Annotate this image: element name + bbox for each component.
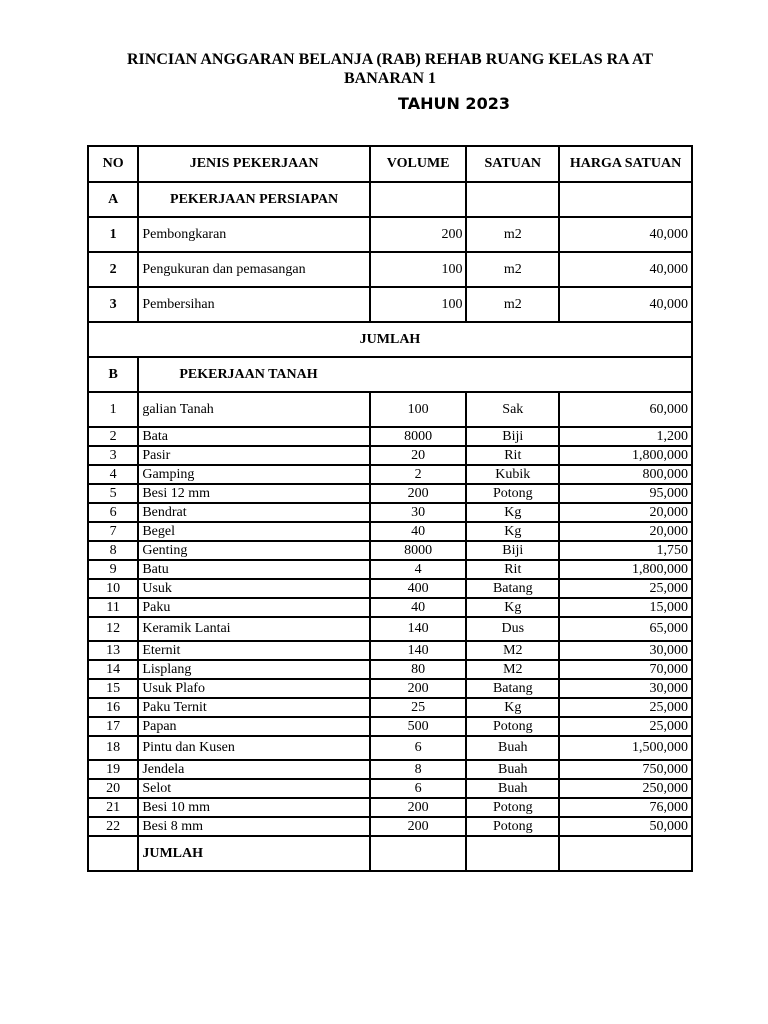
item-unit: Potong [466, 717, 559, 736]
table-row [88, 617, 692, 641]
item-name: Jendela [138, 760, 370, 779]
item-price: 40,000 [559, 217, 692, 252]
title-line-2: BANARAN 1 [344, 70, 436, 87]
item-no: 22 [88, 817, 138, 836]
item-name: Batu [138, 560, 370, 579]
table-row [88, 579, 692, 598]
header-jenis-pekerjaan: JENIS PEKERJAAN [138, 146, 370, 182]
item-unit: Buah [466, 779, 559, 798]
item-unit: Biji [466, 541, 559, 560]
section-a-code: A [88, 182, 138, 217]
item-name: Begel [138, 522, 370, 541]
table-row [88, 779, 692, 798]
section-b-row [88, 357, 692, 392]
rab-table [87, 145, 693, 872]
item-price: 30,000 [559, 641, 692, 660]
item-name: Pembersihan [138, 287, 370, 322]
item-volume: 200 [370, 798, 467, 817]
table-row [88, 817, 692, 836]
item-price: 70,000 [559, 660, 692, 679]
item-price: 65,000 [559, 617, 692, 641]
item-unit: Kg [466, 522, 559, 541]
item-price: 30,000 [559, 679, 692, 698]
item-price: 800,000 [559, 465, 692, 484]
section-a-empty-price [559, 182, 692, 217]
item-unit: m2 [466, 252, 559, 287]
item-volume: 200 [370, 484, 467, 503]
item-name: Papan [138, 717, 370, 736]
section-b-total-empty-no [88, 836, 138, 871]
item-no: 16 [88, 698, 138, 717]
item-price: 20,000 [559, 522, 692, 541]
item-price: 750,000 [559, 760, 692, 779]
item-volume: 40 [370, 598, 467, 617]
item-unit: M2 [466, 660, 559, 679]
item-price: 20,000 [559, 503, 692, 522]
item-unit: Rit [466, 560, 559, 579]
item-no: 10 [88, 579, 138, 598]
item-unit: Kubik [466, 465, 559, 484]
item-no: 13 [88, 641, 138, 660]
item-volume: 140 [370, 641, 467, 660]
table-row [88, 660, 692, 679]
item-price: 1,750 [559, 541, 692, 560]
section-b-total-empty-unit [466, 836, 559, 871]
item-unit: Rit [466, 446, 559, 465]
item-no: 6 [88, 503, 138, 522]
header-row [88, 146, 692, 182]
item-no: 18 [88, 736, 138, 760]
table-row [88, 465, 692, 484]
item-price: 40,000 [559, 252, 692, 287]
item-name: Pintu dan Kusen [138, 736, 370, 760]
item-name: Pengukuran dan pemasangan [138, 252, 370, 287]
item-no: 2 [88, 427, 138, 446]
item-price: 1,500,000 [559, 736, 692, 760]
item-unit: Batang [466, 579, 559, 598]
section-a-total-row [88, 322, 692, 357]
item-price: 76,000 [559, 798, 692, 817]
item-no: 3 [88, 446, 138, 465]
section-b-total-empty-price [559, 836, 692, 871]
item-price: 1,200 [559, 427, 692, 446]
section-a-total-label: JUMLAH [88, 322, 692, 357]
item-volume: 25 [370, 698, 467, 717]
item-price: 25,000 [559, 717, 692, 736]
item-name: Eternit [138, 641, 370, 660]
item-price: 60,000 [559, 392, 692, 427]
item-volume: 40 [370, 522, 467, 541]
title-line-1: RINCIAN ANGGARAN BELANJA (RAB) REHAB RUANG KELAS RA AT [127, 51, 653, 68]
item-unit: Biji [466, 427, 559, 446]
item-volume: 500 [370, 717, 467, 736]
header-no: NO [88, 146, 138, 182]
item-unit: Dus [466, 617, 559, 641]
item-volume: 20 [370, 446, 467, 465]
item-volume: 100 [370, 392, 467, 427]
item-volume: 200 [370, 817, 467, 836]
item-volume: 100 [370, 287, 467, 322]
item-name: galian Tanah [138, 392, 370, 427]
item-price: 15,000 [559, 598, 692, 617]
item-unit: Buah [466, 736, 559, 760]
item-no: 8 [88, 541, 138, 560]
item-name: Besi 10 mm [138, 798, 370, 817]
item-price: 50,000 [559, 817, 692, 836]
item-no: 3 [88, 287, 138, 322]
item-unit: m2 [466, 217, 559, 252]
item-name: Pasir [138, 446, 370, 465]
item-name: Usuk Plafo [138, 679, 370, 698]
header-harga-satuan: HARGA SATUAN [559, 146, 692, 182]
table-row [88, 717, 692, 736]
section-b-total-empty-volume [370, 836, 467, 871]
table-row [88, 541, 692, 560]
item-no: 20 [88, 779, 138, 798]
table-row [88, 598, 692, 617]
item-unit: Potong [466, 484, 559, 503]
table-row [88, 736, 692, 760]
section-a-row [88, 182, 692, 217]
item-no: 2 [88, 252, 138, 287]
table-row [88, 798, 692, 817]
item-unit: Buah [466, 760, 559, 779]
table-row [88, 252, 692, 287]
section-b-code: B [88, 357, 138, 392]
table-row [88, 503, 692, 522]
item-unit: m2 [466, 287, 559, 322]
item-name: Gamping [138, 465, 370, 484]
item-unit: Sak [466, 392, 559, 427]
item-name: Lisplang [138, 660, 370, 679]
item-name: Bata [138, 427, 370, 446]
item-unit: Kg [466, 698, 559, 717]
table-row [88, 641, 692, 660]
section-a-name: PEKERJAAN PERSIAPAN [138, 182, 370, 217]
item-volume: 200 [370, 217, 467, 252]
item-name: Bendrat [138, 503, 370, 522]
item-price: 250,000 [559, 779, 692, 798]
item-no: 1 [88, 217, 138, 252]
item-unit: M2 [466, 641, 559, 660]
item-name: Paku Ternit [138, 698, 370, 717]
header-volume: VOLUME [370, 146, 467, 182]
item-no: 19 [88, 760, 138, 779]
item-name: Genting [138, 541, 370, 560]
item-volume: 8000 [370, 427, 467, 446]
section-b-name: PEKERJAAN TANAH [138, 357, 692, 392]
item-volume: 6 [370, 779, 467, 798]
item-no: 11 [88, 598, 138, 617]
item-unit: Potong [466, 798, 559, 817]
item-unit: Kg [466, 503, 559, 522]
item-volume: 4 [370, 560, 467, 579]
table-row [88, 392, 692, 427]
item-no: 5 [88, 484, 138, 503]
item-no: 4 [88, 465, 138, 484]
item-price: 95,000 [559, 484, 692, 503]
document-title [88, 50, 692, 88]
item-no: 14 [88, 660, 138, 679]
item-name: Keramik Lantai [138, 617, 370, 641]
table-row [88, 522, 692, 541]
section-a-empty-volume [370, 182, 467, 217]
table-row [88, 679, 692, 698]
table-row [88, 698, 692, 717]
item-volume: 100 [370, 252, 467, 287]
item-no: 1 [88, 392, 138, 427]
item-unit: Potong [466, 817, 559, 836]
section-a-empty-unit [466, 182, 559, 217]
item-no: 9 [88, 560, 138, 579]
item-name: Paku [138, 598, 370, 617]
item-name: Usuk [138, 579, 370, 598]
item-price: 25,000 [559, 579, 692, 598]
item-price: 40,000 [559, 287, 692, 322]
table-row [88, 287, 692, 322]
item-price: 1,800,000 [559, 446, 692, 465]
item-unit: Kg [466, 598, 559, 617]
table-row [88, 446, 692, 465]
table-row [88, 560, 692, 579]
item-name: Besi 8 mm [138, 817, 370, 836]
item-volume: 80 [370, 660, 467, 679]
section-b-total-row [88, 836, 692, 871]
item-name: Selot [138, 779, 370, 798]
section-b-total-label: JUMLAH [138, 836, 370, 871]
item-no: 15 [88, 679, 138, 698]
table-row [88, 484, 692, 503]
item-no: 21 [88, 798, 138, 817]
item-unit: Batang [466, 679, 559, 698]
table-row [88, 427, 692, 446]
item-name: Pembongkaran [138, 217, 370, 252]
item-volume: 400 [370, 579, 467, 598]
item-volume: 8 [370, 760, 467, 779]
item-no: 7 [88, 522, 138, 541]
item-volume: 6 [370, 736, 467, 760]
table-row [88, 760, 692, 779]
item-no: 12 [88, 617, 138, 641]
item-volume: 140 [370, 617, 467, 641]
table-row [88, 217, 692, 252]
item-volume: 8000 [370, 541, 467, 560]
header-satuan: SATUAN [466, 146, 559, 182]
item-volume: 30 [370, 503, 467, 522]
item-volume: 2 [370, 465, 467, 484]
item-name: Besi 12 mm [138, 484, 370, 503]
item-volume: 200 [370, 679, 467, 698]
title-year: TAHUN 2023 [398, 94, 510, 113]
item-price: 25,000 [559, 698, 692, 717]
item-no: 17 [88, 717, 138, 736]
item-price: 1,800,000 [559, 560, 692, 579]
